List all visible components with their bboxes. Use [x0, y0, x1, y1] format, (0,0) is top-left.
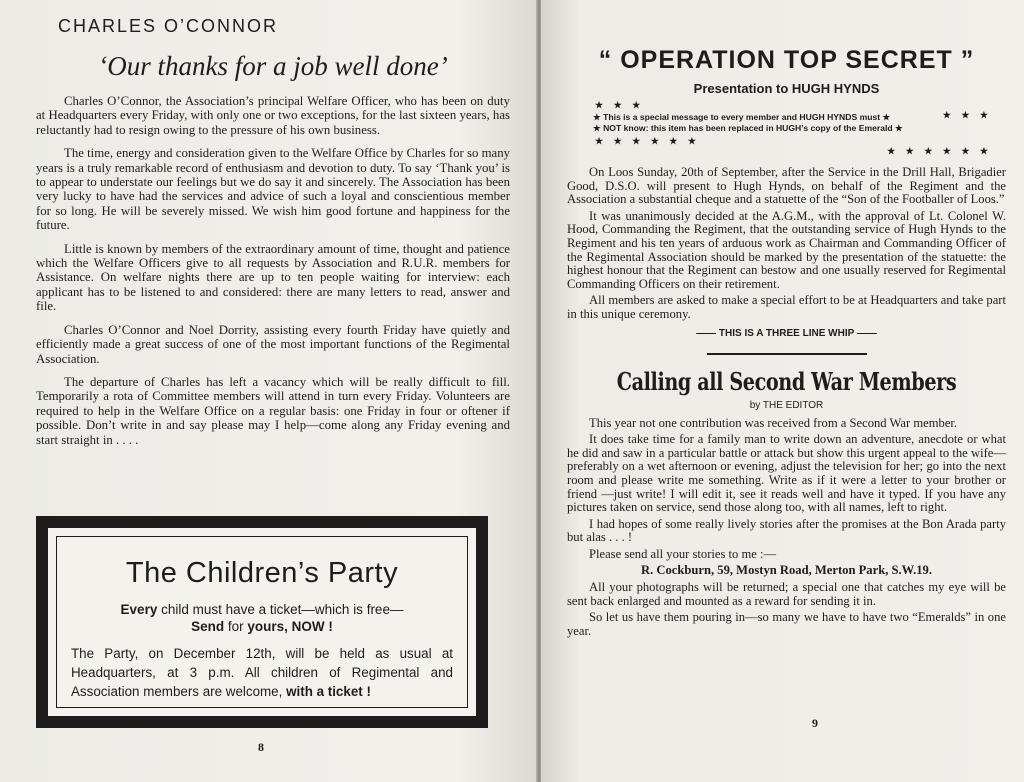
stars-top-left: ★ ★ ★: [595, 100, 645, 110]
paragraph: It does take time for a family man to write down an adventure, anecdote or what he did and saw in a particular battle or attack but show this urgent appeal to the wife—preferably on a wet afternoon or evening, adjust the television for her; go into the next room and please write me something. Write as if it were a letter to your brother or friend —just write! I will edit it, see it reads well and have it typed. If you have any pictures taken on service, send those along too, with all names, left to right.: [567, 432, 1006, 515]
for-text: for: [227, 619, 244, 634]
paragraph: The time, energy and consideration given to the Welfare Office by Charles for so many years is a truly remarkable record of enthusiasm and devotion to duty. To say ‘Thank you’ is to appear to understate our feelings but we do say it and sincerely. The Association has been very lucky to have had the services and advice of such a loyal and conscientious member for so long. He will be severely missed. We wish him good fortune and happiness for the future.: [36, 146, 510, 233]
secret-message-box: [567, 100, 1006, 158]
page-number: 8: [258, 740, 264, 754]
editor-address: R. Cockburn, 59, Mostyn Road, Merton Park, S.W.19.: [641, 563, 932, 578]
page-number: 9: [812, 716, 818, 730]
operation-title: “ OPERATION TOP SECRET ”: [598, 46, 975, 74]
party-details: [71, 644, 453, 701]
paragraph: Please send all your stories to me :—: [589, 546, 777, 561]
paragraph: This year not one contribution was received from a Second War member.: [589, 415, 958, 430]
paragraph: Charles O’Connor and Noel Dorrity, assisting every fourth Friday have quietly and efficiently made a great success of one of the most important functions of the Regimental Association.: [36, 322, 510, 366]
paragraph: So let us have them pouring in—so many we have to have two “Emeralds” in one year.: [567, 610, 1006, 638]
right-page: [541, 0, 1024, 782]
paragraph: The departure of Charles has left a vacancy which will be really difficult to fill. Temporarily a rota of Committee members will attend in turn every Friday. Volunteers are required to help in the Welfare Office on a regular basis: one Friday in four or oftener if possible. Don’t write in and say please may I help—come along any Friday evening and start straight in . . . .: [36, 374, 510, 447]
stars-top-right: ★ ★ ★: [942, 110, 992, 120]
bold-every: Every: [120, 602, 158, 617]
ticket-text: child must have a ticket—which is free—: [161, 602, 404, 617]
paragraph: All your photographs will be returned; a special one that catches my eye will be sent back enlarged and mounted as a reward for sending it in.: [567, 580, 1006, 608]
bold-send: Send: [191, 619, 225, 634]
stars-bottom-right: ★ ★ ★ ★ ★ ★: [887, 146, 992, 156]
running-head: CHARLES O’CONNOR: [58, 16, 279, 36]
party-ticket-line: [71, 602, 453, 617]
with-ticket-text: with a ticket !: [286, 684, 371, 699]
byline: by THE EDITOR: [749, 399, 824, 411]
calling-title: Calling all Second War Members: [616, 366, 957, 396]
operation-subtitle: Presentation to HUGH HYNDS: [693, 81, 880, 96]
paragraph: On Loos Sunday, 20th of September, after the Service in the Drill Hall, Brigadier Good, D.S.O. will present to Hugh Hynds, on behalf of the Regiment and the Association a substantial cheque and a statuette of the “Son of the Footballer of Loos.”: [567, 165, 1006, 207]
party-inner: [56, 536, 468, 708]
article-body: [36, 94, 510, 447]
stars-bottom-left: ★ ★ ★ ★ ★ ★: [595, 136, 700, 146]
operation-body: [567, 166, 1006, 322]
party-details-text: The Party, on December 12th, will be held as usual at Headquarters, at 3 p.m. All children of Regimental and Association members are welcome,: [71, 646, 453, 699]
article-title: ‘Our thanks for a job well done’: [98, 51, 448, 81]
three-line-whip: —— THIS IS A THREE LINE WHIP ——: [696, 327, 877, 339]
paragraph: I had hopes of some really lively stories after the promises at the Bon Arada party but alas . . . !: [567, 516, 1006, 545]
paragraph: Little is known by members of the extraordinary amount of time, thought and patience which the Welfare Officers give to all requests by Association and R.U.R. members for Assistance. On welfare nights there are up to ten people waiting for interview: each applicant has to be listened to and considered: there are many letters to read, answer and file.: [36, 241, 510, 314]
paragraph: All members are asked to make a special effort to be at Headquarters and take part in this unique ceremony.: [567, 293, 1006, 321]
childrens-party-box: [36, 516, 488, 728]
section-divider: [707, 353, 867, 355]
party-title: The Children’s Party: [125, 557, 399, 589]
secret-message: ★ This is a special message to every member and HUGH HYNDS must ★ ★ NOT know: this item has been replaced in HUGH’s copy of the Emerald ★: [593, 112, 903, 133]
paragraph: Charles O’Connor, the Association’s principal Welfare Officer, who has been on duty at Headquarters every Friday, with only one or two exceptions, for the last sixteen years, has reluctantly had to resign owing to the pressure of his own business.: [36, 94, 510, 137]
party-send-line: [71, 619, 453, 634]
paragraph: It was unanimously decided at the A.G.M., with the approval of Lt. Colonel W. Hood, Commanding the Regiment, that the outstanding service of Hugh Hynds to the Regiment and his ten years of arduous work as Chairman and Commanding Officer of the Regimental Association should be marked by the presentation of the statuette: the highest honour that the Regiment can bestow and one usually reserved for Regimental Commanding Officers on their retirement.: [567, 208, 1006, 291]
calling-body: [567, 417, 1006, 639]
bold-now: yours, NOW !: [247, 619, 333, 634]
